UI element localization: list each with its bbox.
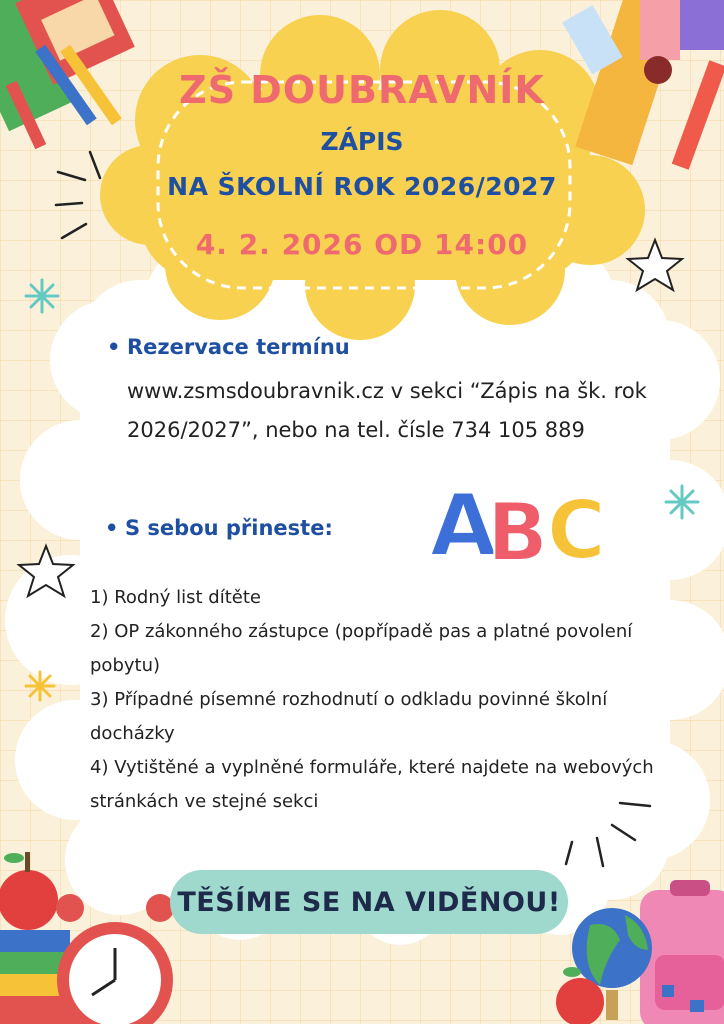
apple-icon	[0, 852, 58, 930]
list-item: 1) Rodný list dítěte	[90, 587, 261, 608]
school-year: NA ŠKOLNÍ ROK 2026/2027	[167, 172, 557, 201]
enrollment-date: 4. 2. 2026 OD 14:00	[195, 228, 529, 261]
abc-letter-a: A	[430, 476, 497, 570]
star-right-icon	[628, 240, 682, 290]
pencils-icon	[0, 0, 135, 149]
closing-text: TĚŠÍME SE NA VIDĚNOU!	[177, 886, 561, 918]
closing-banner	[170, 870, 568, 934]
enrollment-subtitle: ZÁPIS	[320, 127, 404, 156]
bullet-dot: •	[105, 516, 119, 540]
sparkle-left-icon	[26, 280, 58, 312]
school-title: ZŠ DOUBRAVNÍK	[179, 68, 545, 112]
reservation-heading	[107, 335, 350, 359]
list-item: 2) OP zákonného zástupce (popřípadě pas a platné povolení pobytu)	[90, 621, 633, 676]
reservation-text: www.zsmsdoubravnik.cz v sekci “Zápis na šk. rok 2026/2027”, nebo na tel. čísle 734 105 889	[127, 379, 647, 442]
bring-list	[90, 581, 665, 819]
abc-letters-icon	[425, 470, 615, 570]
list-item: 3) Případné písemné rozhodnutí o odkladu povinné školní docházky	[90, 689, 608, 744]
accent-lines-left	[56, 152, 100, 238]
abc-letter-c: C	[547, 484, 606, 570]
bring-heading	[105, 516, 333, 540]
sparkle-yellow-icon	[26, 672, 54, 700]
bring-heading-text: S sebou přineste:	[125, 516, 333, 540]
list-item: 4) Vytištěné a vyplněné formuláře, které najdete na webových stránkách ve stejné sekci	[90, 757, 654, 812]
reservation-heading-text: Rezervace termínu	[127, 335, 350, 359]
backpack-icon	[640, 880, 724, 1024]
abc-letter-b: B	[487, 486, 548, 570]
bullet-dot: •	[107, 335, 121, 359]
sparkle-right-icon	[666, 486, 698, 518]
